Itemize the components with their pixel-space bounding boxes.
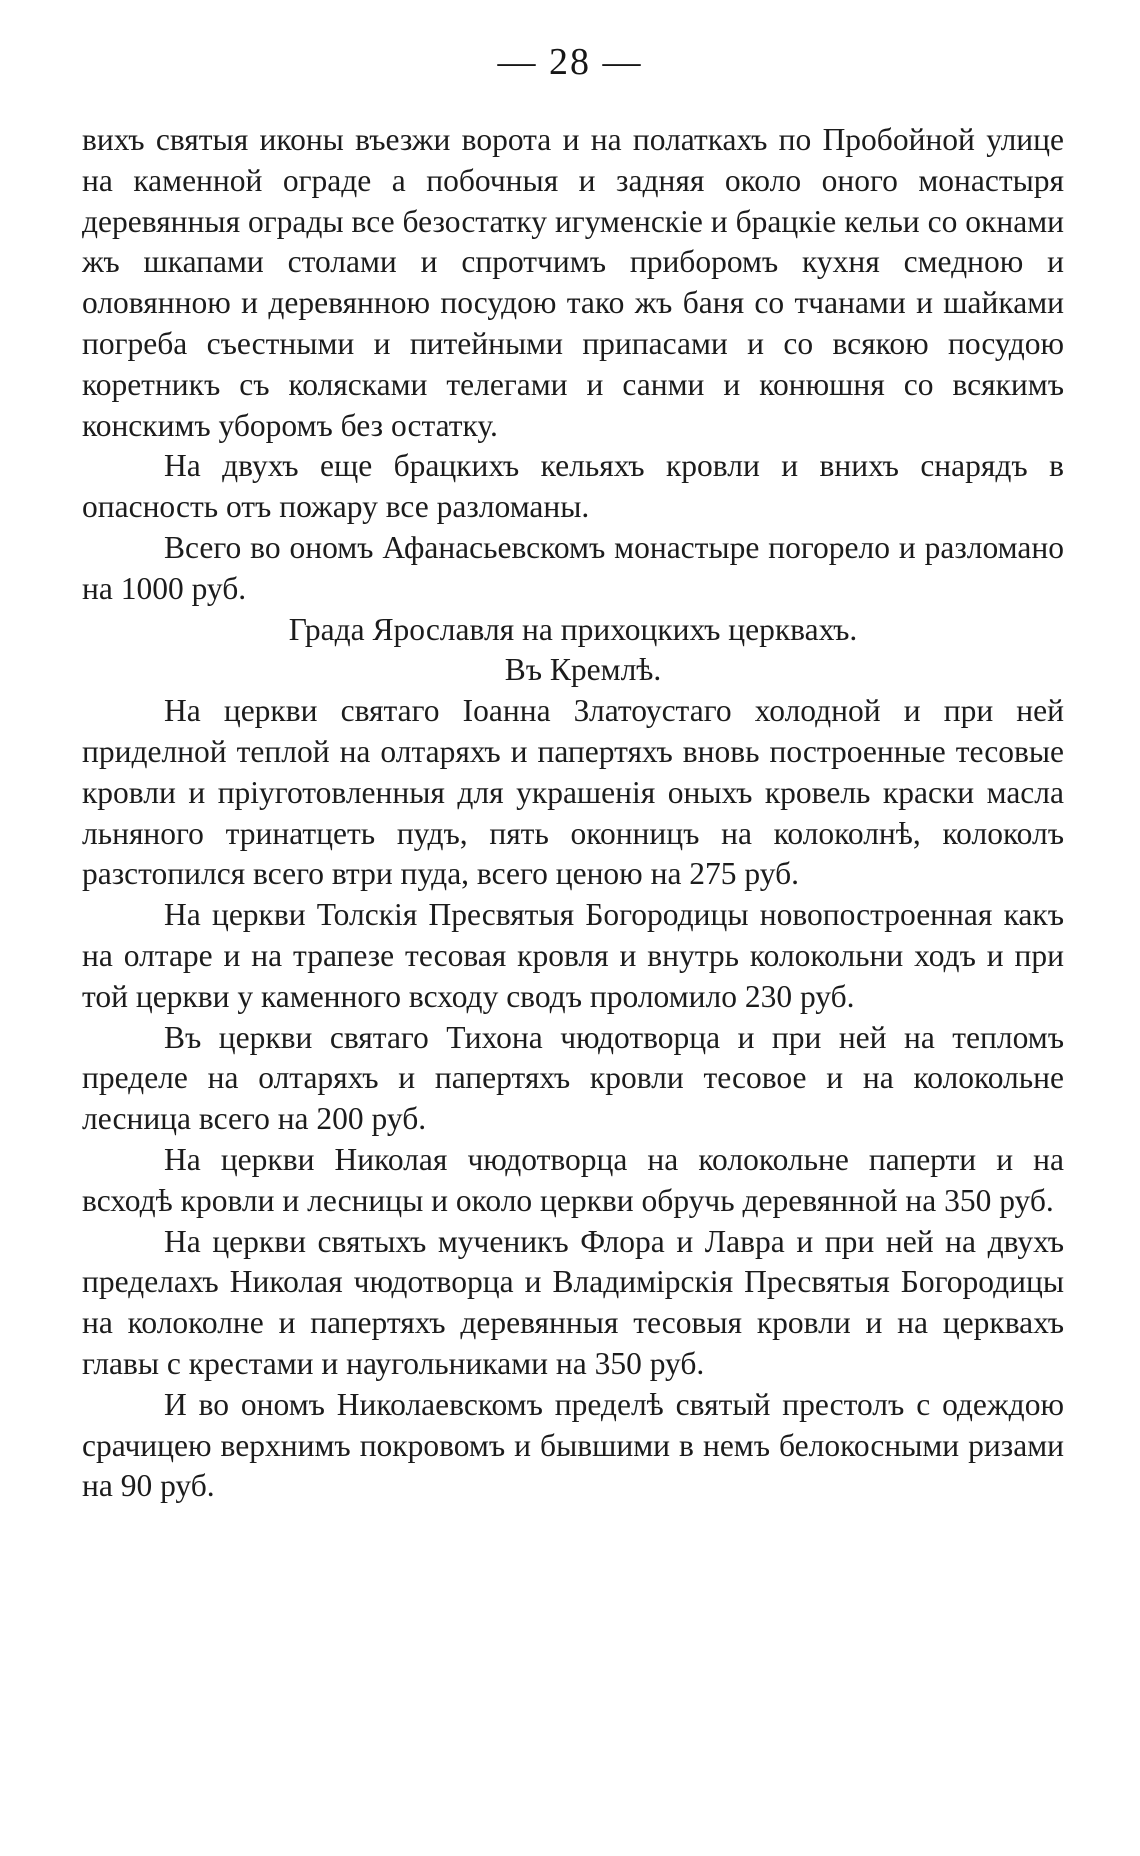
paragraph-9: И во ономъ Николаевскомъ пределѣ святый престолъ с одеждою срачицею верхнимъ покровомъ и бывшими в немъ белокосными ризами на 90 руб. [82, 1386, 1064, 1504]
page-number: — 28 — [497, 41, 643, 83]
page-body [82, 120, 1064, 1507]
paragraph-2: На двухъ еще брацкихъ кельяхъ кровли и внихъ снарядъ в опасность отъ пожару все разломаны. [82, 448, 1064, 525]
paragraph-1: вихъ святыя иконы въезжи ворота и на полаткахъ по Пробойной улице на каменной ограде а побочныя и задняя около оного монастыря деревянныя ограды все безостатку игуменскіе и брацкіе кельи со окнами жъ шкапами столами и спротчимъ приборомъ кухня смедною и оловянною и деревянною посудою тако жъ баня со тчанами и шайками погреба съестными и питейными припасами и со всякою посудою коретникъ съ колясками телегами и санми и конюшня со всякимъ конскимъ уборомъ без остатку. [82, 122, 1064, 443]
paragraph-8: На церкви святыхъ мученикъ Флора и Лавра и при ней на двухъ пределахъ Николая чюдотворца и Владимірскія Пресвятыя Богородицы на колоколне и папертяхъ деревянныя тесовыя кровли и на церквахъ главы с крестами и наугольниками на 350 руб. [82, 1223, 1064, 1381]
paragraph-4: На церкви святаго Іоанна Златоустаго холодной и при ней приделной теплой на олтаряхъ и папертяхъ вновь построенные тесовые кровли и пріуготовленныя для украшенія оныхъ кровель краски масла льняного тринатцеть пудъ, пять оконницъ на колоколнѣ, колоколъ разстопился всего втри пуда, всего ценою на 275 руб. [82, 693, 1064, 892]
paragraph-6: Въ церкви святаго Тихона чюдотворца и при ней на тепломъ пределе на олтаряхъ и папертяхъ кровли тесовое и на колокольне лесница всего на 200 руб. [82, 1019, 1064, 1137]
paragraph-5: На церкви Толскія Пресвятыя Богородицы новопостроенная какъ на олтаре и на трапезе тесовая кровля и внутрь колокольни ходъ и при той церкви у каменного всходу сводъ проломило 230 руб. [82, 897, 1064, 1014]
paragraph-3: Всего во ономъ Афанасьевскомъ монастыре погорело и разломано на 1000 руб. [82, 529, 1064, 606]
subsection-heading: Въ Кремлѣ. [504, 652, 662, 688]
section-heading: Града Ярославля на прихоцкихъ церквахъ. [288, 611, 858, 647]
paragraph-7: На церкви Николая чюдотворца на колокольне паперти и на всходѣ кровли и лесницы и около церкви обручь деревянной на 350 руб. [82, 1141, 1064, 1218]
